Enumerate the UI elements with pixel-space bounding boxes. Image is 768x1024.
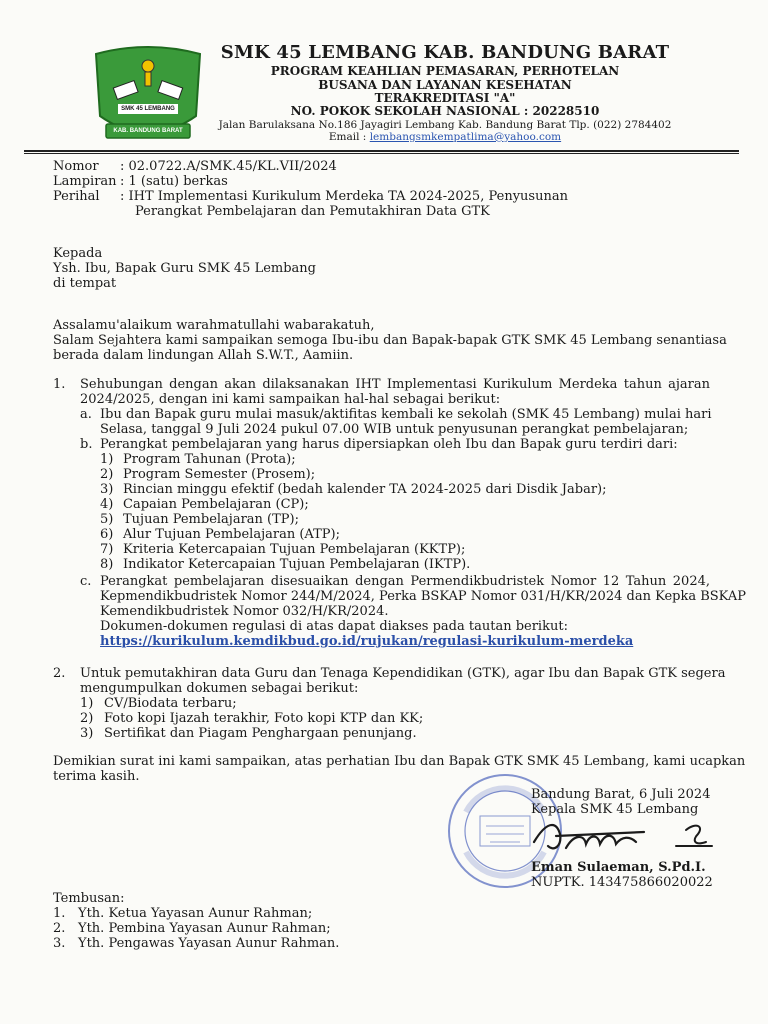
point-1a-line-1: Ibu dan Bapak guru mulai masuk/aktifitas kembali ke sekolah (SMK 45 Lembang) mulai hari xyxy=(100,407,712,422)
perihal-value-2: Perangkat Pembelajaran dan Pemutakhiran Data GTK xyxy=(135,204,490,219)
list-item: CV/Biodata terbaru; xyxy=(104,696,237,711)
list-item-number: 6) xyxy=(100,527,114,542)
letterhead-divider xyxy=(24,150,739,152)
regulation-link[interactable]: https://kurikulum.kemdikbud.go.id/rujukan/regulasi-kurikulum-merdeka xyxy=(100,634,634,649)
greeting: Assalamu'alaikum warahmatullahi wabarakatuh, xyxy=(53,318,375,333)
school-name: SMK 45 LEMBANG KAB. BANDUNG BARAT xyxy=(220,42,670,63)
address: Jalan Barulaksana No.186 Jayagiri Lembang Kab. Bandung Barat Tlp. (022) 2784402 xyxy=(218,119,672,131)
list-item-number: 8) xyxy=(100,557,114,572)
closing-line-1: Demikian surat ini kami sampaikan, atas perhatian Ibu dan Bapak GTK SMK 45 Lembang, kami ucapkan xyxy=(53,754,746,769)
list-item-number: 2) xyxy=(80,711,94,726)
accreditation: TERAKREDITASI "A" xyxy=(374,91,516,105)
logo-text-bottom: KAB. BANDUNG BARAT xyxy=(113,128,183,134)
email-label: Email : xyxy=(328,131,370,143)
list-item: Tujuan Pembelajaran (TP); xyxy=(123,512,300,527)
list-item: Capaian Pembelajaran (CP); xyxy=(123,497,309,512)
perihal-value-1: : IHT Implementasi Kurikulum Merdeka TA 2024-2025, Penyusunan xyxy=(120,189,568,204)
list-item-number: 2. xyxy=(53,921,66,936)
list-item-number: 1) xyxy=(100,452,114,467)
perihal-label: Perihal xyxy=(53,189,100,204)
signature-place-date: Bandung Barat, 6 Juli 2024 xyxy=(531,787,711,802)
recipient-kepada: Kepada xyxy=(53,246,103,261)
program-line-2: BUSANA DAN LAYANAN KESEHATAN xyxy=(318,78,572,92)
list-item-number: 2) xyxy=(100,467,114,482)
list-item-number: 7) xyxy=(100,542,114,557)
cc-label: Tembusan: xyxy=(53,891,125,906)
list-item-number: 4) xyxy=(100,497,114,512)
point-1c-line-2: Kepmendikbudristek Nomor 244/M/2024, Perka BSKAP Nomor 031/H/KR/2024 dan Kepka BSKAP xyxy=(100,589,746,604)
list-item: Foto kopi Ijazah terakhir, Foto kopi KTP dan KK; xyxy=(104,711,424,726)
recipient-name: Ysh. Ibu, Bapak Guru SMK 45 Lembang xyxy=(53,261,317,276)
signature-name: Eman Sulaeman, S.Pd.I. xyxy=(531,860,706,875)
point-1-number: 1. xyxy=(53,377,66,392)
list-item: Yth. Pembina Yayasan Aunur Rahman; xyxy=(78,921,331,936)
opening-line-2: berada dalam lindungan Allah S.W.T., Aamiin. xyxy=(53,348,354,363)
recipient-place: di tempat xyxy=(53,276,117,291)
npsn: NO. POKOK SEKOLAH NASIONAL : 20228510 xyxy=(290,104,600,118)
list-item: Rincian minggu efektif (bedah kalender TA 2024-2025 dari Disdik Jabar); xyxy=(123,482,607,497)
list-item: Alur Tujuan Pembelajaran (ATP); xyxy=(123,527,340,542)
lampiran-label: Lampiran xyxy=(53,174,117,189)
point-1c-label: c. xyxy=(80,574,92,589)
point-2-number: 2. xyxy=(53,666,66,681)
list-item-number: 1. xyxy=(53,906,66,921)
signature-nuptk: NUPTK. 143475866020022 xyxy=(531,875,713,890)
lampiran-value: : 1 (satu) berkas xyxy=(120,174,228,189)
point-1b-line-1: Perangkat pembelajaran yang harus dipersiapkan oleh Ibu dan Bapak guru terdiri dari: xyxy=(100,437,678,452)
point-1-line-1: Sehubungan dengan akan dilaksanakan IHT Implementasi Kurikulum Merdeka tahun ajaran xyxy=(80,377,710,392)
list-item-number: 1) xyxy=(80,696,94,711)
point-1c-line-3: Kemendikbudristek Nomor 032/H/KR/2024. xyxy=(100,604,389,619)
email-line xyxy=(210,131,680,143)
point-2-line-2: mengumpulkan dokumen sebagai berikut: xyxy=(80,681,359,696)
point-1c-line-1: Perangkat pembelajaran disesuaikan dengan Permendikbudristek Nomor 12 Tahun 2024, xyxy=(100,574,710,589)
point-2-line-1: Untuk pemutakhiran data Guru dan Tenaga Kependidikan (GTK), agar Ibu dan Bapak GTK segera xyxy=(80,666,726,681)
list-item: Yth. Ketua Yayasan Aunur Rahman; xyxy=(78,906,313,921)
list-item-number: 3) xyxy=(80,726,94,741)
email-link[interactable]: lembangsmkempatlima@yahoo.com xyxy=(369,131,562,143)
list-item: Program Semester (Prosem); xyxy=(123,467,316,482)
signature-position: Kepala SMK 45 Lembang xyxy=(531,802,699,817)
point-1c-line-4: Dokumen-dokumen regulasi di atas dapat diakses pada tautan berikut: xyxy=(100,619,568,634)
nomor-value: : 02.0722.A/SMK.45/KL.VII/2024 xyxy=(120,159,337,174)
list-item: Indikator Ketercapaian Tujuan Pembelajaran (IKTP). xyxy=(123,557,471,572)
nomor-label: Nomor xyxy=(53,159,99,174)
signature-scribble xyxy=(526,812,716,860)
list-item: Sertifikat dan Piagam Penghargaan penunjang. xyxy=(104,726,417,741)
list-item: Program Tahunan (Prota); xyxy=(123,452,296,467)
list-item-number: 3. xyxy=(53,936,66,951)
school-logo xyxy=(92,46,204,144)
point-1a-line-2: Selasa, tanggal 9 Juli 2024 pukul 07.00 WIB untuk penyusunan perangkat pembelajaran; xyxy=(100,422,689,437)
logo-text-top: SMK 45 LEMBANG xyxy=(121,106,175,112)
list-item-number: 3) xyxy=(100,482,114,497)
program-line-1: PROGRAM KEAHLIAN PEMASARAN, PERHOTELAN xyxy=(270,64,620,78)
list-item: Kriteria Ketercapaian Tujuan Pembelajaran (KKTP); xyxy=(123,542,466,557)
list-item-number: 5) xyxy=(100,512,114,527)
letterhead-divider-thin xyxy=(24,153,739,154)
opening-line-1: Salam Sejahtera kami sampaikan semoga Ibu-ibu dan Bapak-bapak GTK SMK 45 Lembang senantiasa xyxy=(53,333,727,348)
point-1a-label: a. xyxy=(80,407,92,422)
list-item: Yth. Pengawas Yayasan Aunur Rahman. xyxy=(78,936,340,951)
point-1-line-2: 2024/2025, dengan ini kami sampaikan hal-hal sebagai berikut: xyxy=(80,392,501,407)
closing-line-2: terima kasih. xyxy=(53,769,140,784)
point-1b-label: b. xyxy=(80,437,93,452)
